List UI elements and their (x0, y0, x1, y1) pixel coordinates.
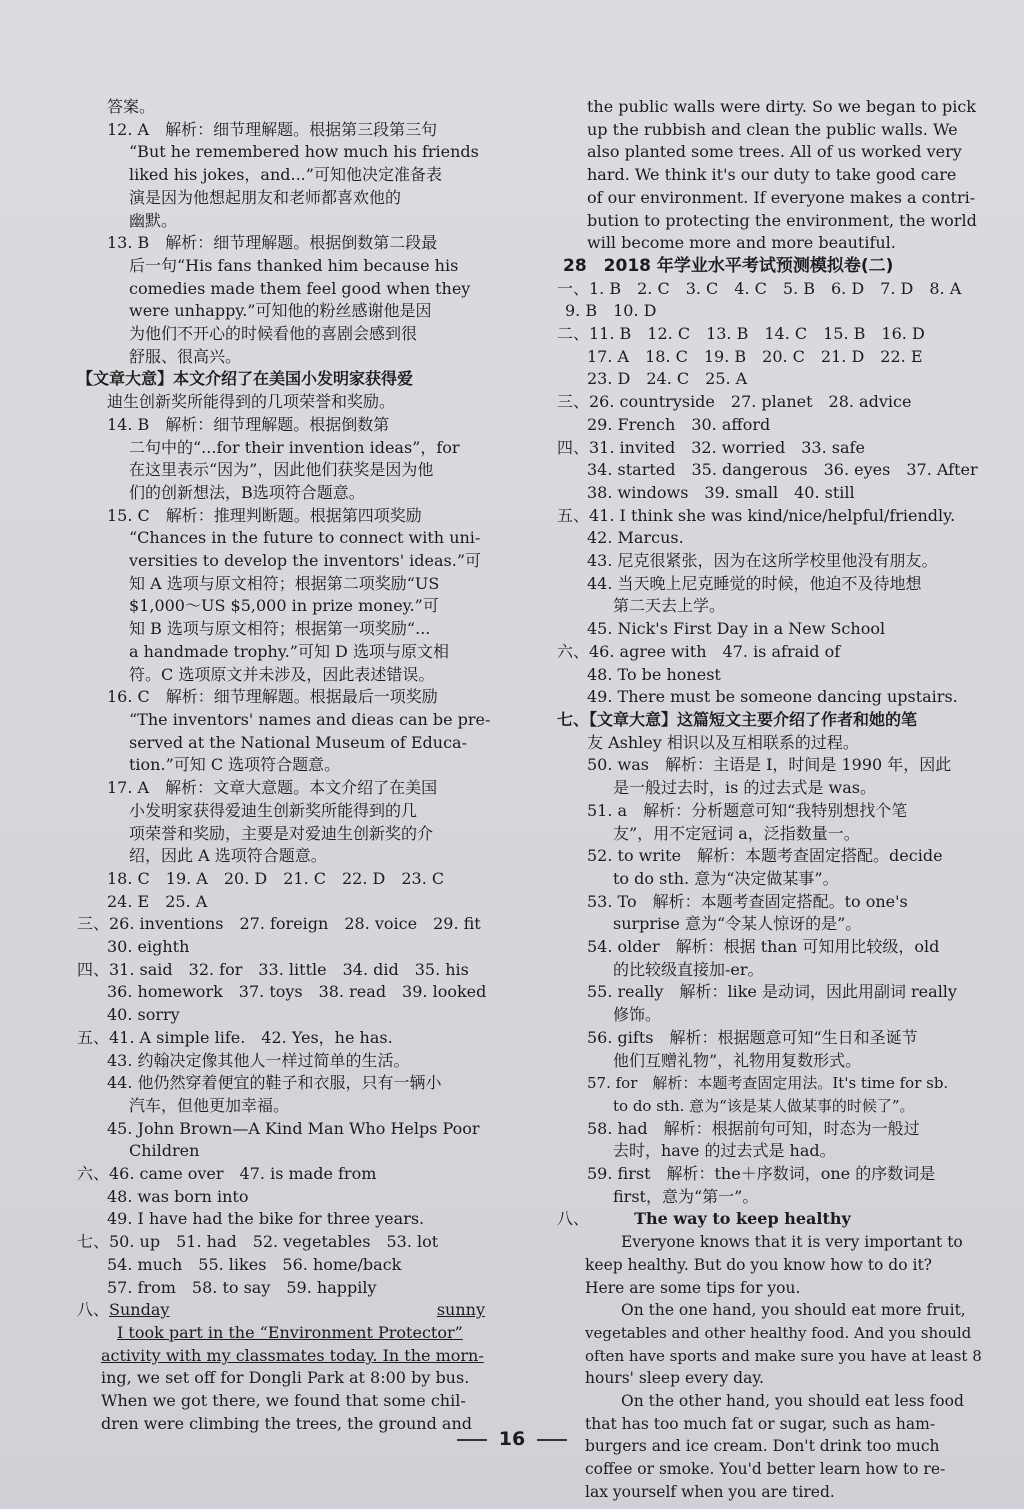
text-line: 四、31. invited 32. worried 33. safe (557, 437, 865, 457)
text-line: 44. 当天晚上尼克睡觉的时候，他迫不及待地想 (587, 573, 922, 593)
text-line: 17. A 解析：文章大意题。本文介绍了在美国 (107, 778, 438, 798)
section-label: 八、 (557, 1209, 590, 1229)
essay-header (557, 1208, 969, 1231)
text-line: also planted some trees. All of us worked very (587, 142, 962, 162)
text-line: “The inventors' names and dieas can be pre- (129, 709, 491, 729)
text-line: 符。C 选项原文并未涉及，因此表述错误。 (129, 664, 435, 684)
dash-right (537, 1439, 567, 1441)
text-line: 是一般过去时，is 的过去式是 was。 (613, 778, 876, 798)
text-line: 友 Ashley 相识以及互相联系的过程。 (587, 732, 859, 752)
text-line: 第二天去上学。 (613, 596, 726, 616)
text-line: 38. windows 39. small 40. still (587, 482, 855, 502)
text-line: 24. E 25. A (107, 891, 208, 911)
essay-line: Everyone knows that it is very important to (621, 1233, 963, 1252)
essay-line: Here are some tips for you. (585, 1278, 801, 1297)
essay-line: On the other hand, you should eat less food (621, 1392, 964, 1411)
text-line: 30. eighth (107, 937, 190, 957)
essay-line: dren were climbing the trees, the ground and (101, 1413, 472, 1433)
text-line: 34. started 35. dangerous 36. eyes 37. After (587, 460, 978, 480)
right-column (557, 96, 982, 1504)
essay-line: When we got there, we found that some chil- (101, 1391, 466, 1411)
text-line: 六、46. agree with 47. is afraid of (557, 641, 841, 661)
text-line: 七、50. up 51. had 52. vegetables 53. lot (77, 1232, 439, 1252)
left-column (77, 96, 491, 1435)
text-line: 后一句“His fans thanked him because his (129, 255, 459, 275)
text-line: 16. C 解析：细节理解题。根据最后一项奖励 (107, 687, 438, 707)
text-line: 12. A 解析：细节理解题。根据第三段第三句 (107, 119, 438, 139)
text-line: 在这里表示“因为”，因此他们获奖是因为他 (129, 460, 434, 480)
text-line: comedies made them feel good when they (129, 278, 471, 298)
text-line: 49. I have had the bike for three years. (107, 1209, 425, 1229)
text-line: 43. 约翰决定像其他人一样过简单的生活。 (107, 1050, 410, 1070)
essay-line: vegetables and other healthy food. And you should (585, 1323, 972, 1342)
essay-line: burgers and ice cream. Don't drink too much (585, 1437, 940, 1456)
text-line: 54. older 解析：根据 than 可知用比较级，old (587, 937, 940, 957)
essay-line: that has too much fat or sugar, such as ham- (585, 1414, 936, 1433)
text-line: 知 B 选项与原文相符；根据第一项奖励“... (129, 619, 431, 639)
text-line: 们的创新想法，B选项符合题意。 (129, 482, 365, 502)
section-title: 28 2018 年学业水平考试预测模拟卷(二) (563, 255, 894, 276)
text-line: 45. Nick's First Day in a New School (587, 619, 886, 639)
text-line: 二句中的“...for their invention ideas”，for (129, 437, 460, 457)
text-line: liked his jokes，and...”可知他决定准备表 (129, 165, 442, 185)
text-line: “But he remembered how much his friends (129, 142, 479, 162)
section-label: 八、 (77, 1300, 110, 1320)
text-line: 58. had 解析：根据前句可知，时态为一般过 (587, 1118, 920, 1138)
text-line: 答案。 (107, 97, 156, 116)
text-line: 三、26. inventions 27. foreign 28. voice 29. fit (77, 914, 481, 934)
text-line: 五、41. A simple life. 42. Yes，he has. (77, 1027, 393, 1047)
essay-line: ing, we set off for Dongli Park at 8:00 by bus. (101, 1368, 470, 1388)
essay-title: The way to keep healthy (634, 1209, 851, 1229)
text-line: 演是因为他想起朋友和老师都喜欢他的 (129, 187, 402, 207)
text-line: served at the National Museum of Educa- (129, 732, 467, 752)
text-line: 汽车，但他更加幸福。 (129, 1095, 290, 1115)
text-line: 知 A 选项与原文相符；根据第二项奖励“US (129, 573, 440, 593)
essay-line: hours' sleep every day. (585, 1369, 764, 1388)
text-line: 他们互赠礼物”，礼物用复数形式。 (613, 1050, 862, 1070)
text-line: surprise 意为“令某人惊讶的是”。 (613, 914, 862, 934)
text-line: 18. C 19. A 20. D 21. C 22. D 23. C (107, 868, 445, 888)
text-line: to do sth. 意为“决定做某事”。 (613, 868, 839, 888)
text-line: tion.”可知 C 选项符合题意。 (129, 755, 341, 775)
text-line: first，意为“第一”。 (613, 1186, 759, 1206)
text-line: 友”，用不定冠词 a，泛指数量一。 (613, 823, 860, 843)
text-line: 四、31. said 32. for 33. little 34. did 35. his (77, 959, 469, 979)
text-line: up the rubbish and clean the public walls. We (587, 119, 958, 139)
essay-weather: sunny (436, 1300, 485, 1320)
text-line: the public walls were dirty. So we began to pick (587, 97, 976, 116)
text-line: bution to protecting the environment, the world (587, 210, 977, 230)
text-line: 43. 尼克很紧张，因为在这所学校里他没有朋友。 (587, 551, 938, 571)
text-line: 42. Marcus. (587, 528, 684, 548)
text-line: will become more and more beautiful. (587, 233, 896, 253)
essay-line: lax yourself when you are tired. (585, 1482, 835, 1501)
text-line: 53. To 解析：本题考查固定搭配。to one's (587, 891, 908, 911)
text-line: 去时，have 的过去式是 had。 (613, 1141, 836, 1161)
text-line: 六、46. came over 47. is made from (77, 1164, 377, 1184)
text-line: were unhappy.”可知他的粉丝感谢他是因 (129, 301, 432, 321)
text-line: 14. B 解析：细节理解题。根据倒数第 (107, 414, 390, 434)
text-line: 36. homework 37. toys 38. read 39. looked (107, 982, 487, 1002)
text-line: 一、1. B 2. C 3. C 4. C 5. B 6. D 7. D 8. A (557, 278, 962, 298)
text-line: 三、26. countryside 27. planet 28. advice (557, 392, 912, 412)
text-line: 55. really 解析：like 是动词，因此用副词 really (587, 982, 957, 1002)
text-line: 修饰。 (613, 1005, 662, 1025)
text-line: 29. French 30. afford (587, 414, 771, 434)
text-line: 舒服、很高兴。 (129, 346, 242, 366)
text-line: 56. gifts 解析：根据题意可知“生日和圣诞节 (587, 1027, 918, 1047)
text-line: Children (129, 1141, 200, 1161)
text-line: 48. was born into (107, 1186, 249, 1206)
essay-line: keep healthy. But do you know how to do it? (585, 1255, 932, 1274)
summary-line: 【文章大意】本文介绍了在美国小发明家获得爱 (77, 369, 414, 389)
text-line: 45. John Brown—A Kind Man Who Helps Poor (107, 1118, 480, 1138)
essay-line: activity with my classmates today. In the morn- (101, 1345, 484, 1365)
essay-line: On the one hand, you should eat more fruit, (621, 1301, 966, 1320)
text-line: to do sth. 意为“该是某人做某事的时候了”。 (613, 1096, 915, 1115)
text-line: 迪生创新奖所能得到的几项荣誉和奖励。 (107, 392, 396, 412)
text-line: 23. D 24. C 25. A (587, 369, 748, 389)
essay-line: I took part in the “Environment Protector” (117, 1322, 463, 1342)
text-line: 54. much 55. likes 56. home/back (107, 1254, 402, 1274)
text-line: 二、11. B 12. C 13. B 14. C 15. B 16. D (557, 324, 925, 344)
text-line: hard. We think it's our duty to take good care (587, 165, 957, 185)
essay-day: Sunday (109, 1300, 170, 1320)
text-line: 幽默。 (129, 210, 178, 230)
essay-line: coffee or smoke. You'd better learn how to re- (585, 1460, 946, 1479)
text-line: “Chances in the future to connect with uni- (129, 528, 481, 548)
text-line: 小发明家获得爱迪生创新奖所能得到的几 (129, 800, 418, 820)
text-line: 44. 他仍然穿着便宜的鞋子和衣服，只有一辆小 (107, 1073, 442, 1093)
essay-date (77, 1299, 169, 1322)
text-line: $1,000～US $5,000 in prize money.”可 (129, 596, 439, 616)
text-line: 48. To be honest (587, 664, 721, 684)
text-line: 57. for 解析：本题考查固定用法。It's time for sb. (587, 1074, 949, 1093)
text-line: 59. first 解析：the＋序数词，one 的序数词是 (587, 1164, 936, 1184)
text-line: 40. sorry (107, 1005, 180, 1025)
summary-line: 七、【文章大意】这篇短文主要介绍了作者和她的笔 (557, 709, 918, 729)
page-number-value: 16 (498, 1428, 526, 1450)
text-line: 57. from 58. to say 59. happily (107, 1277, 377, 1297)
text-line: 52. to write 解析：本题考查固定搭配。decide (587, 846, 943, 866)
text-line: 17. A 18. C 19. B 20. C 21. D 22. E (587, 346, 923, 366)
text-line: 绍，因此 A 选项符合题意。 (129, 846, 327, 866)
text-line: 的比较级直接加-er。 (613, 959, 764, 979)
text-line: 项荣誉和奖励，主要是对爱迪生创新奖的介 (129, 823, 434, 843)
essay-header (77, 1299, 485, 1322)
text-line: 50. was 解析：主语是 I，时间是 1990 年，因此 (587, 755, 952, 775)
dash-left (457, 1439, 487, 1441)
text-line: 五、41. I think she was kind/nice/helpful/friendly. (557, 505, 956, 525)
text-line: a handmade trophy.”可知 D 选项与原文相 (129, 641, 449, 661)
text-line: 9. B 10. D (565, 301, 657, 321)
text-line: 15. C 解析：推理判断题。根据第四项奖励 (107, 505, 422, 525)
text-line: versities to develop the inventors' ideas.”可 (129, 551, 482, 571)
text-line: 13. B 解析：细节理解题。根据倒数第二段最 (107, 233, 438, 253)
essay-line: often have sports and make sure you have at least 8 (585, 1346, 982, 1365)
text-line: of our environment. If everyone makes a contri- (587, 187, 976, 207)
text-line: 为他们不开心的时候看他的喜剧会感到很 (129, 324, 418, 344)
page-number (0, 1428, 1024, 1450)
text-line: 49. There must be someone dancing upstairs. (587, 687, 958, 707)
text-line: 51. a 解析：分析题意可知“我特别想找个笔 (587, 800, 908, 820)
